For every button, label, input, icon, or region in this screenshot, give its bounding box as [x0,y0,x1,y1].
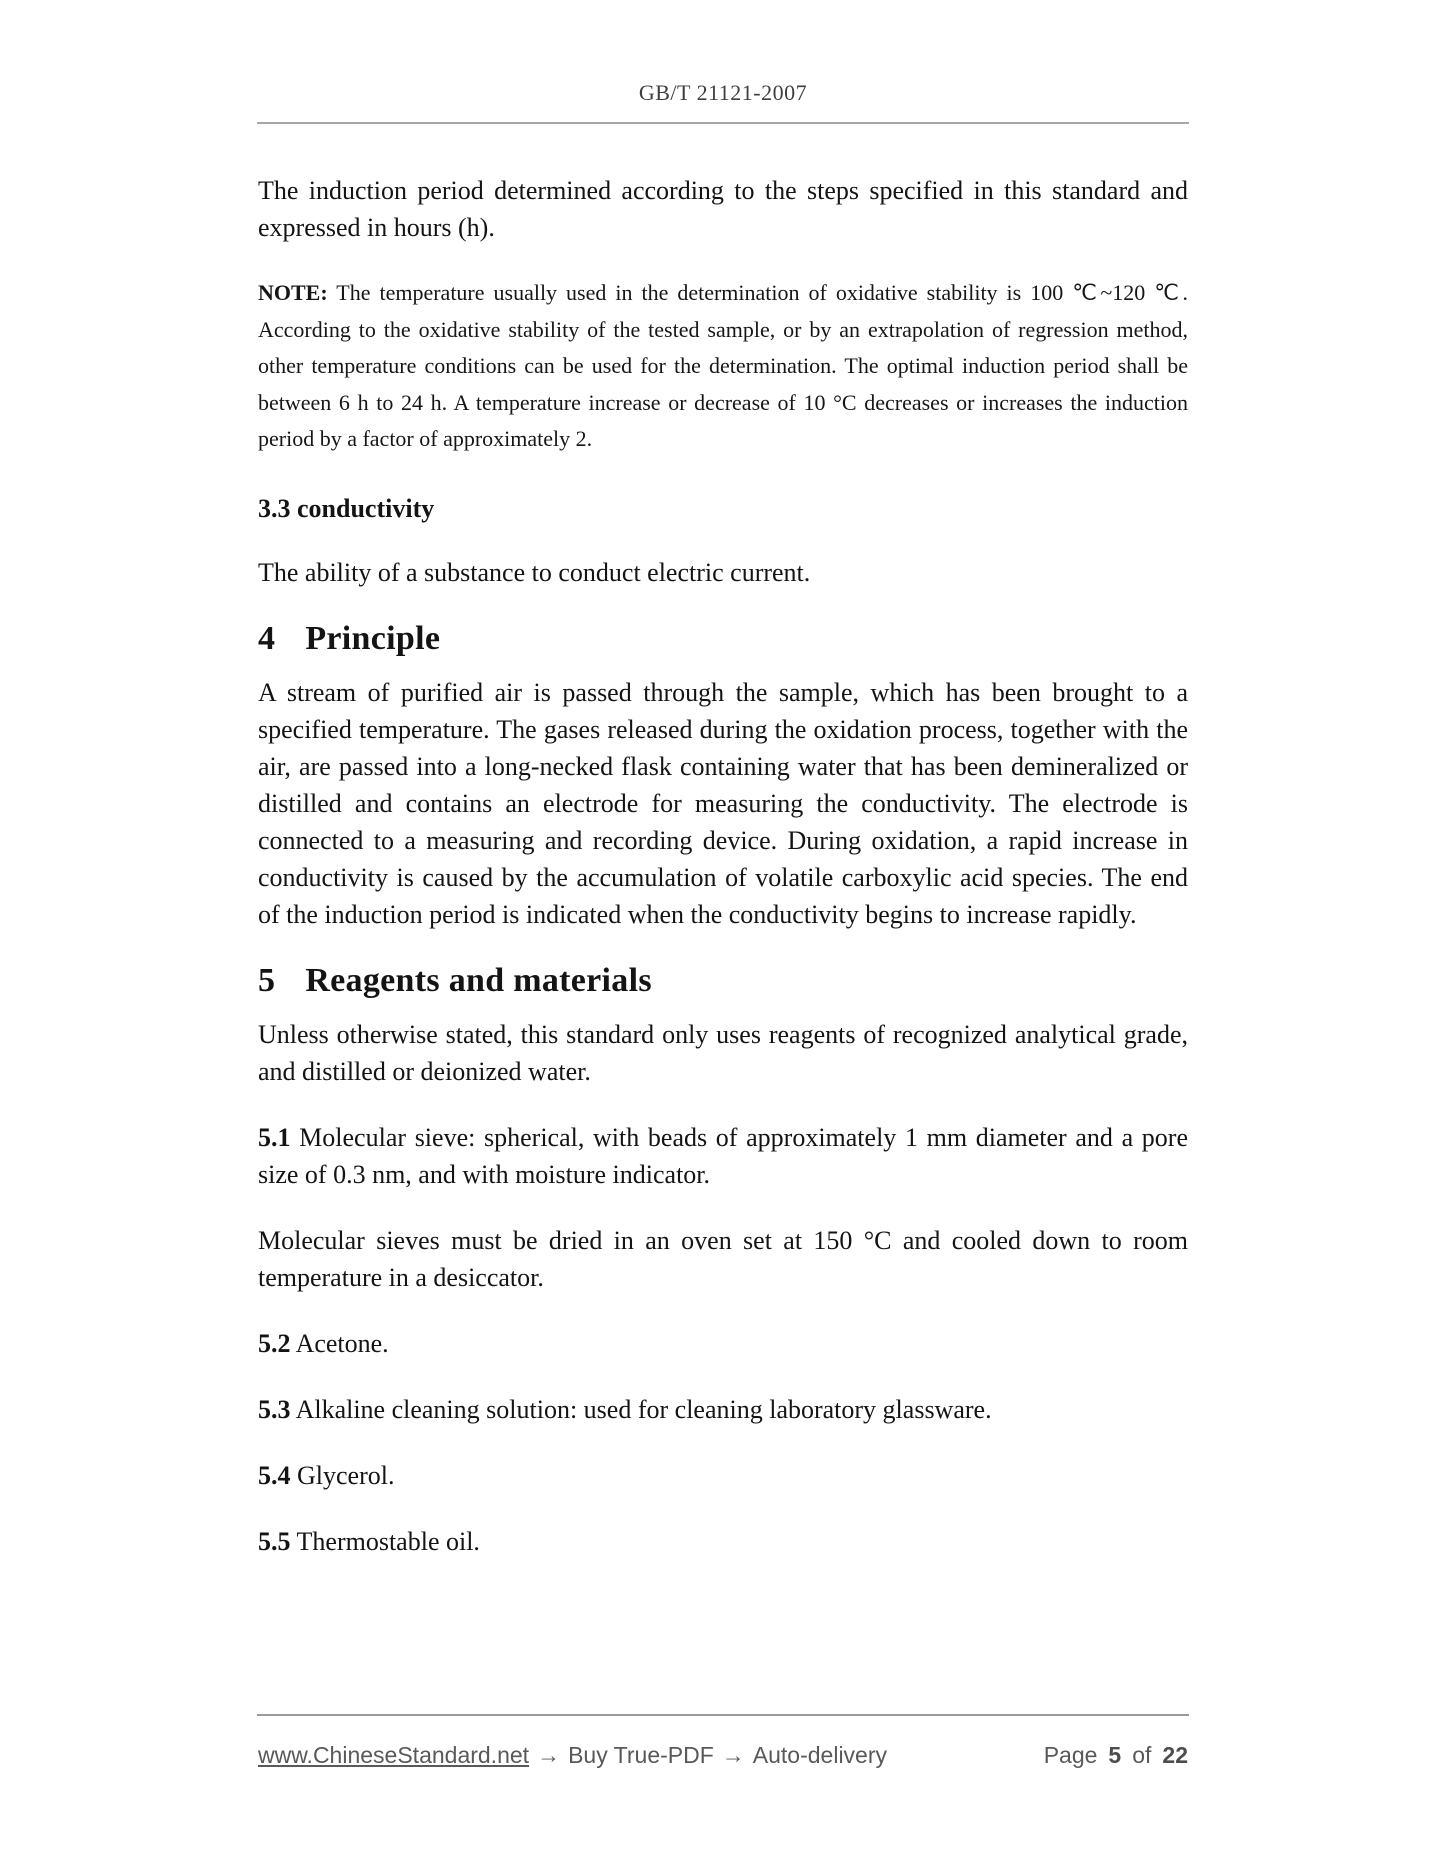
page-indicator [1044,1742,1188,1769]
document-body [258,150,1188,1589]
heading-5-reagents [258,962,1188,1000]
of-label: of [1132,1742,1152,1768]
section-title: Principle [305,619,441,657]
footer-divider [257,1714,1189,1716]
conductivity-definition: The ability of a substance to conduct electric current. [258,557,811,587]
section-title: Reagents and materials [305,961,652,999]
sieve-drying-paragraph: Molecular sieves must be dried in an oven set at 150 °C and cooled down to room temperature in a desiccator. [258,1225,1188,1292]
item-number: 5.2 [258,1328,291,1358]
item-text: Thermostable oil. [290,1526,480,1556]
item-5-3 [258,1391,1188,1428]
arrow-icon: → [721,1742,745,1768]
item-text: Molecular sieve: spherical, with beads of approximately 1 mm diameter and a pore size of 0.3 nm, and with moisture indicator. [258,1122,1188,1189]
item-number: 5.4 [258,1460,291,1490]
item-text: Acetone. [290,1328,389,1358]
note-paragraph [258,275,1188,458]
item-5-4 [258,1457,1188,1494]
arrow-icon: → [537,1742,561,1768]
section-number: 5 [258,961,276,999]
heading-4-principle [258,620,1188,658]
item-5-5 [258,1523,1188,1560]
footer-action-buy: Buy True-PDF [568,1742,714,1768]
header-divider [257,122,1189,124]
item-text: Alkaline cleaning solution: used for cleaning laboratory glassware. [290,1394,992,1424]
website-link[interactable]: www.ChineseStandard.net [258,1742,530,1768]
page-label: Page [1043,1742,1098,1768]
current-page-number: 5 [1108,1742,1122,1768]
item-5-2 [258,1325,1188,1362]
footer [258,1742,1188,1769]
note-text: The temperature usually used in the determination of oxidative stability is 100 ℃~120 ℃. According to the oxidative stability of the tested sample, or by an extrapolation of regression method, other temperature conditions can be used for the determination. The optimal induction period shall be between 6 h to 24 h. A temperature increase or decrease of 10 °C decreases or increases the induction period by a factor of approximately 2. [258,280,1188,451]
document-code-header: GB/T 21121-2007 [638,80,808,105]
item-number: 5.1 [258,1122,291,1152]
footer-action-delivery: Auto-delivery [752,1742,888,1768]
item-text: Glycerol. [290,1460,395,1490]
reagents-intro-paragraph: Unless otherwise stated, this standard only uses reagents of recognized analytical grade, and distilled or deionized water. [258,1019,1188,1086]
item-number: 5.3 [258,1394,291,1424]
section-number: 4 [258,619,276,657]
heading-3-3-conductivity: 3.3 conductivity [258,493,435,523]
item-5-1 [258,1119,1188,1193]
note-label: NOTE: [258,280,328,305]
principle-paragraph: A stream of purified air is passed through the sample, which has been brought to a specified temperature. The gases released during the oxidation process, together with the air, are passed into a long-necked flask containing water that has been demineralized or distilled and contains an electrode for measuring the conductivity. The electrode is connected to a measuring and recording device. During oxidation, a rapid increase in conductivity is caused by the accumulation of volatile carboxylic acid species. The end of the induction period is indicated when the conductivity begins to increase rapidly. [258,677,1188,929]
item-number: 5.5 [258,1526,291,1556]
total-page-number: 22 [1162,1742,1188,1768]
intro-paragraph: The induction period determined according to the steps specified in this standard and expressed in hours (h). [258,176,1188,242]
footer-source-line [258,1742,887,1769]
